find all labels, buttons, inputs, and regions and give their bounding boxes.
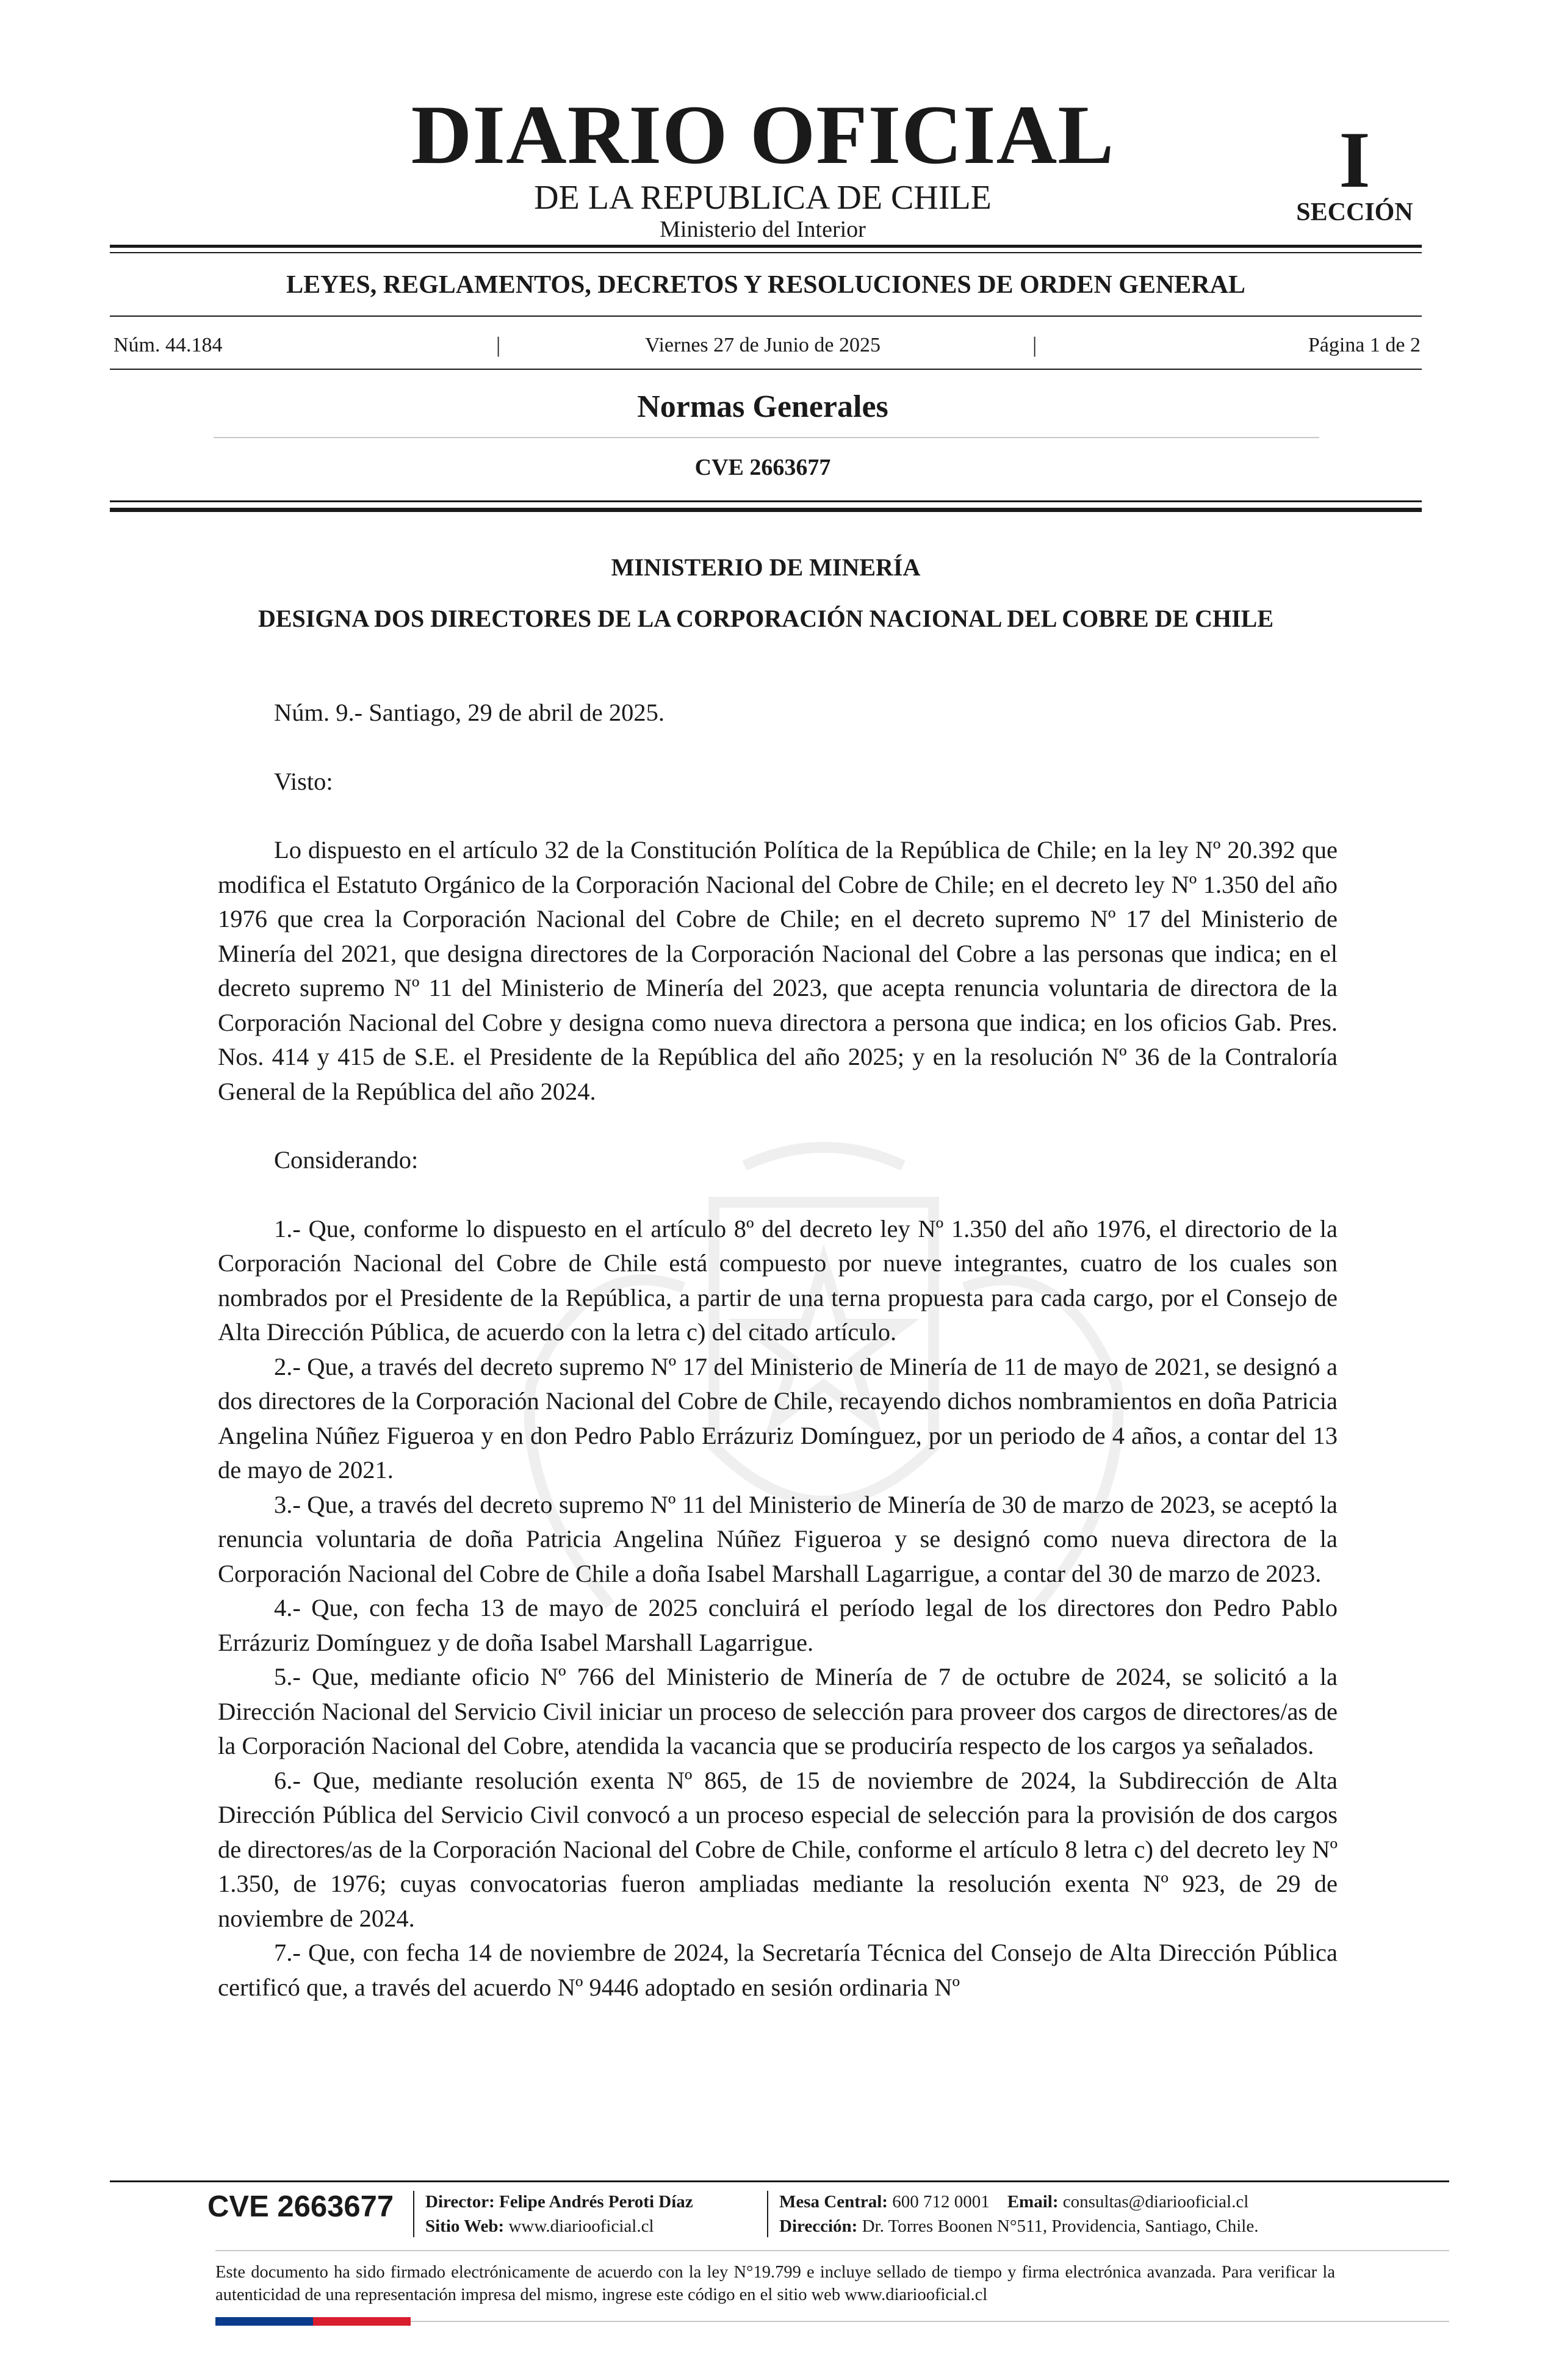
footer-column-divider	[413, 2191, 414, 2237]
issue-separator: |	[1032, 333, 1037, 357]
ministry-line: Ministerio del Interior	[660, 217, 866, 242]
email-label: Email:	[1007, 2192, 1059, 2212]
newspaper-title: DIARIO OFICIAL	[411, 88, 1115, 181]
decree-number: Núm. 9.- Santiago, 29 de abril de 2025.	[274, 699, 665, 726]
footer-rule-bottom	[215, 2250, 1449, 2251]
director-label: Director:	[425, 2192, 495, 2212]
section-label: SECCIÓN	[1296, 198, 1413, 226]
issue-rule-top	[110, 316, 1422, 317]
header-double-rule-top	[110, 500, 1422, 502]
considerando-paragraph: 2.- Que, a través del decreto supremo Nº 17 del Ministerio de Minería de 11 de mayo de 2021, se designó a dos directores de la Corporación Nacional del Cobre de Chile, recayendo dichos nombramientos en doña Patricia Angelina Núñez Figueroa y en don Pedro Pablo Errázuriz Domínguez, por un periodo de 4 años, a contar del 13 de mayo de 2021.	[218, 1352, 1338, 1484]
mesa-value: 600 712 0001	[892, 2192, 990, 2212]
issue-page: Página 1 de 2	[1308, 334, 1421, 356]
section-heading-divider	[214, 437, 1319, 438]
ministry-heading: MINISTERIO DE MINERÍA	[611, 554, 921, 581]
visto-paragraph: Lo dispuesto en el artículo 32 de la Constitución Política de la República de Chile; en la ley Nº 20.392 que modifica el Estatuto Orgánico de la Corporación Nacional del Cobre de Chile; en el decreto ley Nº 1.350 del año 1976 que crea la Corporación Nacional del Cobre de Chile; en el decreto supremo Nº 17 del Ministerio de Minería del 2021, que designa directores de la Corporación Nacional del Cobre a las personas que indica; en el decreto supremo Nº 11 del Ministerio de Minería del 2023, que acepta renuncia voluntaria de directora de la Corporación Nacional del Cobre y designa como nueva directora a persona que indica; en los oficios Gab. Pres. Nos. 414 y 415 de S.E. el Presidente de la República del año 2025; y en la resolución Nº 36 de la Contraloría General de la República del año 2024.	[218, 836, 1338, 1105]
website-link[interactable]: www.diariooficial.cl	[508, 2216, 654, 2236]
address-label: Dirección:	[779, 2216, 858, 2236]
considerando-paragraph: 1.- Que, conforme lo dispuesto en el artículo 8º del decreto ley Nº 1.350 del año 1976, el directorio de la Corporación Nacional del Cobre de Chile está compuesto por nueve integrantes, cuatro de los cuales son nombrados por el Presidente de la República, a partir de una terna propuesta para cada cargo, por el Consejo de Alta Dirección Pública, de acuerdo con la letra c) del citado artículo.	[218, 1214, 1338, 1346]
issue-number: Núm. 44.184	[113, 334, 223, 356]
decree-body	[218, 696, 1338, 2005]
masthead-rule-top	[110, 245, 1422, 248]
newspaper-subtitle: DE LA REPUBLICA DE CHILE	[534, 179, 992, 217]
flag-bar-blue	[215, 2317, 313, 2326]
footer-cve-code: CVE 2663677	[207, 2190, 394, 2223]
section-numeral: I	[1339, 115, 1371, 204]
address-value: Dr. Torres Boonen N°511, Providencia, Santiago, Chile.	[862, 2216, 1259, 2236]
footer-legal-notice: Este documento ha sido firmado electrónicamente de acuerdo con la ley N°19.799 e incluye sellado de tiempo y firma electrónica avanzada. Para verificar la autenticidad de una representación impresa del mismo, ingrese este código en el sitio web www.diariooficial.cl	[215, 2263, 1335, 2304]
issue-separator: |	[496, 333, 501, 357]
category-heading: LEYES, REGLAMENTOS, DECRETOS Y RESOLUCIONES DE ORDEN GENERAL	[286, 271, 1245, 299]
considerando-paragraph: 5.- Que, mediante oficio Nº 766 del Ministerio de Minería de 7 de octubre de 2024, se solicitó a la Dirección Nacional del Servicio Civil iniciar un proceso de selección para proveer dos cargos de directores/as de la Corporación Nacional del Cobre, atendida la vacancia que se produciría respecto de los cargos ya señalados.	[218, 1663, 1338, 1759]
website-label: Sitio Web:	[425, 2216, 505, 2236]
considerando-paragraph: 4.- Que, con fecha 13 de mayo de 2025 concluirá el período legal de los directores don Pedro Pablo Errázuriz Domínguez y de doña Isabel Marshall Lagarrigue.	[218, 1594, 1338, 1656]
section-heading: Normas Generales	[637, 389, 888, 424]
footer-rule-top	[110, 2180, 1449, 2182]
issue-date: Viernes 27 de Junio de 2025	[644, 334, 881, 356]
considerando-paragraph: 3.- Que, a través del decreto supremo Nº 11 del Ministerio de Minería de 30 de marzo de 2023, se aceptó la renuncia voluntaria de doña Patricia Angelina Núñez Figueroa y se designó como nueva directora de la Corporación Nacional del Cobre de Chile a doña Isabel Marshall Lagarrigue, a contar del 30 de marzo de 2023.	[218, 1490, 1338, 1587]
considerando-label: Considerando:	[274, 1146, 419, 1174]
footer-contact-right	[779, 2190, 1258, 2238]
considerando-paragraph: 6.- Que, mediante resolución exenta Nº 865, de 15 de noviembre de 2024, la Subdirección de Alta Dirección Pública del Servicio Civil convocó a un proceso especial de selección para la provisión de dos cargos de directores/as de la Corporación Nacional del Cobre de Chile, conforme el artículo 8 letra c) del decreto ley Nº 1.350, de 1976; cuyas convocatorias fueron ampliadas mediante la resolución exenta Nº 923, de 29 de noviembre de 2024.	[218, 1766, 1338, 1932]
masthead-rule-bottom	[110, 252, 1422, 253]
considerando-paragraph: 7.- Que, con fecha 14 de noviembre de 2024, la Secretaría Técnica del Consejo de Alta Dirección Pública certificó que, a través del acuerdo Nº 9446 adoptado en sesión ordinaria Nº	[218, 1939, 1338, 2001]
email-link[interactable]: consultas@diariooficial.cl	[1062, 2192, 1249, 2212]
mesa-label: Mesa Central:	[779, 2192, 888, 2212]
issue-rule-bottom	[110, 369, 1422, 370]
header-double-rule-bottom	[110, 508, 1422, 512]
director-value: Felipe Andrés Peroti Díaz	[499, 2192, 693, 2212]
visto-label: Visto:	[274, 767, 333, 795]
flag-bar-red	[313, 2317, 411, 2326]
footer-column-divider	[767, 2191, 768, 2237]
cve-code: CVE 2663677	[694, 455, 831, 480]
footer-contact-left	[425, 2190, 693, 2238]
decree-title: DESIGNA DOS DIRECTORES DE LA CORPORACIÓN NACIONAL DEL COBRE DE CHILE	[258, 605, 1274, 632]
flag-bar-line	[411, 2321, 1449, 2322]
